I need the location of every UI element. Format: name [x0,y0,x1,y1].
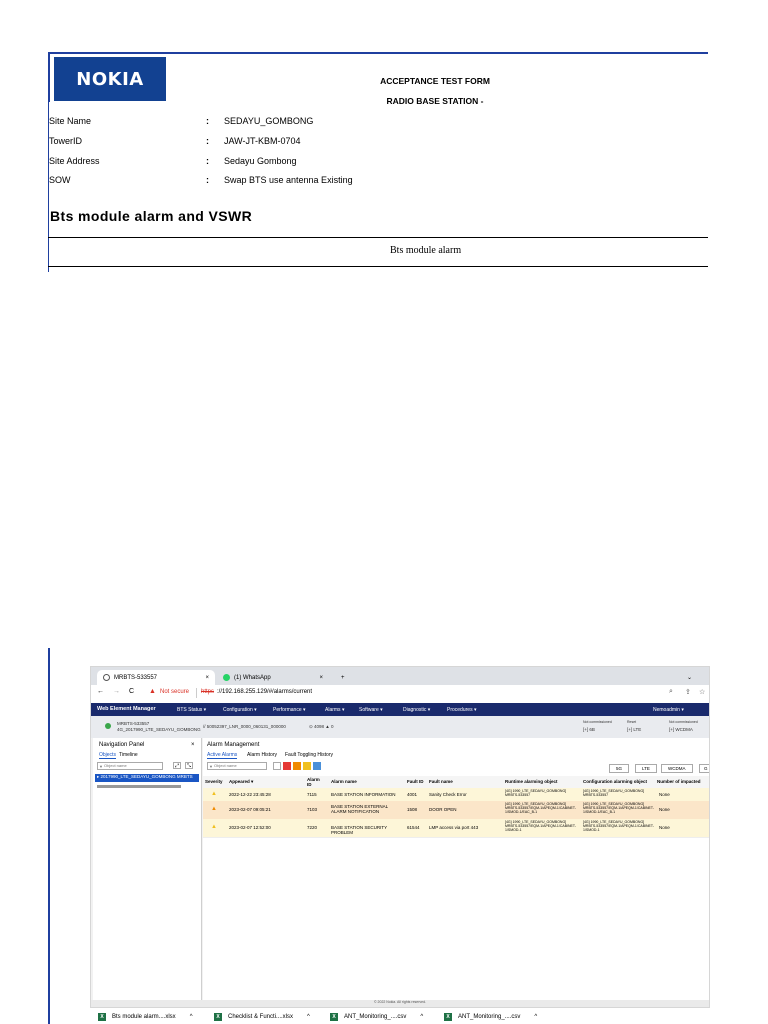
info-colon: : [206,136,209,146]
impacted: None [659,807,670,812]
tech-filter-5g[interactable]: 5G [609,764,629,773]
object-filter-input[interactable] [97,762,163,770]
download-filename: ANT_Monitoring_....csv [344,1014,407,1020]
alarm-id: 7103 [307,807,318,812]
appeared: 2022-12-22 23:45:28 [229,792,271,797]
star-icon[interactable]: ☆ [699,689,706,696]
info-colon: : [206,116,209,126]
tab-timeline[interactable]: Timeline [119,752,138,758]
forward-icon[interactable]: → [113,688,120,695]
download-chevron-icon[interactable]: ^ [189,1014,193,1020]
menu-bts-status[interactable]: BTS Status ▾ [177,707,207,713]
fault-id: 61544 [407,825,420,830]
filter-placeholder: Object name [214,763,237,768]
menu-software[interactable]: Software ▾ [359,707,383,713]
alarm-panel-title: Alarm Management [207,742,260,748]
share-icon[interactable]: ⇪ [685,689,691,696]
info-colon: : [206,175,209,185]
alarm-name: BASE STATION INFORMATION [331,792,396,797]
minor-filter-icon[interactable] [303,762,311,770]
column-header[interactable]: Number of impacted [657,779,701,784]
rat-state-label: Not commissioned [669,720,698,724]
form-title: ACCEPTANCE TEST FORM [380,76,490,86]
fault-name: LMP access via port 443 [429,825,479,830]
column-header[interactable]: Fault name [429,779,453,784]
download-chevron-icon[interactable]: ^ [420,1014,424,1020]
browser-tab[interactable] [217,670,329,685]
menu-diagnostic[interactable]: Diagnostic ▾ [403,707,431,713]
rat-state-value: [+] 6B [583,727,595,732]
alarm-management-panel [203,738,709,1000]
whatsapp-icon [223,674,230,681]
info-label: Site Address [49,156,100,166]
info-label: Site Name [49,116,92,126]
site-id: MRBTS-533557 [117,721,150,726]
column-header[interactable]: Runtime alarming object [505,779,558,784]
fault-name: DOOR OPEN [429,807,457,812]
excel-file-icon: X [98,1013,106,1021]
left-border-bottom [48,648,50,1024]
rat-state-value: [+] LTE [627,727,642,732]
column-header[interactable]: Appeared ▾ [229,779,254,784]
rat-state-value: [+] WCDMA [669,727,693,732]
tab-active-alarms[interactable]: Active Alarms [207,752,238,758]
filter-icon: ▼ [99,764,103,769]
tech-filter-lte[interactable]: LTE [635,764,657,773]
info-value: SEDAYU_GOMBONG [224,116,314,126]
user-menu[interactable]: Nemoadmin ▾ [653,707,684,713]
menu-alarms[interactable]: Alarms ▾ [325,707,345,713]
alarm-screenshot [90,666,710,1008]
critical-filter-icon[interactable] [283,762,291,770]
browser-tab-bar [91,667,709,685]
info-value: JAW-JT-KBM-0704 [224,136,301,146]
column-header[interactable]: Alarm name [331,779,357,784]
not-secure-label: Not secure [160,689,190,695]
copy-icon[interactable] [273,762,281,770]
appeared: 2023-02-07 09:05:21 [229,807,271,812]
wem-menu-bar [91,703,709,716]
column-header[interactable]: Alarm ID [307,777,320,787]
tab-alarm-history[interactable]: Alarm History [247,752,278,758]
info-value: Swap BTS use antenna Existing [224,175,353,185]
expand-icon[interactable]: ⤡ [186,763,191,769]
tab-fault-toggling-history[interactable]: Fault Toggling History [285,752,333,758]
tab-title: (1) WhatsApp [234,674,271,681]
site-path: // 50052397_LNR_0000_060131_000000 [203,724,286,729]
tab-list-icon[interactable]: ⌄ [687,675,693,681]
impacted: None [659,825,670,830]
download-chevron-icon[interactable]: ^ [534,1014,538,1020]
horizontal-scrollbar[interactable] [97,785,181,788]
left-border-middle [48,102,49,272]
back-icon[interactable]: ← [97,688,104,695]
alarm-filter-input[interactable] [207,762,267,770]
panel-close-icon[interactable]: × [191,742,195,748]
config-object: [4G] 1990_LTE_SEDAYU_GOMBONG] MRBTS-533557/EQM-1/APEQM-1/CABINET-1/SMOD-1 [583,820,654,832]
form-subtitle: RADIO BASE STATION - [386,96,484,106]
reload-icon[interactable]: C [129,688,135,695]
zoom-icon[interactable]: ⌕ [669,688,673,695]
navigation-panel [93,738,202,1000]
download-chevron-icon[interactable]: ^ [307,1014,310,1020]
runtime-object: [4G] 1990_LTE_SEDAYU_GOMBONG] MRBTS-533557/EQM-1/APEQM-1/CABINET-1/SMOD-1/EAC_B-1 [505,802,576,814]
url-scheme: https [201,689,215,695]
excel-file-icon: X [214,1013,222,1021]
menu-performance[interactable]: Performance ▾ [273,707,306,713]
info-label: SOW [49,175,71,185]
pin-icon[interactable]: ⤢ [174,763,179,769]
table-top-rule [48,237,708,238]
alarm-id: 7115 [307,792,317,797]
site-name: 4G_2017990_LTE_SEDAYU_GOMBONG [117,727,201,732]
column-header[interactable]: Configuration alarming object [583,779,648,784]
fault-id: 4001 [407,792,418,797]
csv-file-icon: X [330,1013,338,1021]
impacted: None [659,792,670,797]
site-status-bar [91,716,709,738]
config-object: [4G] 1990_LTE_SEDAYU_GOMBONG] MRBTS-533557/EQM-1/APEQM-1/CABINET-1/SMOD-1/EAC_B-1 [583,802,654,814]
tech-filter-g[interactable]: G [699,764,710,773]
table-cell-title: Bts module alarm [390,245,462,256]
top-border [48,52,708,54]
tech-filter-wcdma[interactable]: WCDMA [661,764,693,773]
appeared: 2023-02-07 12:52:00 [229,825,271,830]
browser-tab[interactable] [97,670,215,685]
section-title: Bts module alarm and VSWR [50,208,253,224]
chrome-icon [103,674,110,681]
csv-file-icon: X [444,1013,452,1021]
warning-severity-icon: ▲ [211,824,217,830]
info-colon: : [206,156,209,166]
new-tab-button[interactable]: + [341,674,345,681]
alarm-row[interactable] [203,819,709,838]
alarm-row[interactable] [203,801,709,820]
info-value: Sedayu Gombong [224,156,297,166]
column-header[interactable]: Severity [205,779,223,784]
runtime-object: [4G] 1990_LTE_SEDAYU_GOMBONG] MRBTS-533557/EQM-1/APEQM-1/CABINET-1/SMOD-1 [505,820,576,832]
alarm-name: BASE STATION SECURITY PROBLEM [331,825,388,835]
download-item[interactable] [330,1010,423,1024]
download-item[interactable] [98,1010,193,1024]
download-filename: ANT_Monitoring_....csv [458,1014,521,1020]
alarm-name: BASE STATION EXTERNAL ALARM NOTIFICATION [331,804,388,814]
download-item[interactable] [444,1010,537,1024]
major-filter-icon[interactable] [293,762,301,770]
download-filename: Bts module alarm....xlsx [112,1014,176,1020]
tab-title: MRBTS-533557 [114,674,158,681]
alarm-id: 7220 [307,825,318,830]
table-bottom-rule [48,266,708,267]
download-item[interactable] [214,1010,310,1024]
tab-objects[interactable]: Objects [99,752,116,758]
copyright-footer: © 2022 Nokia. All rights reserved. [91,1000,709,1007]
panel-title: Navigation Panel [99,742,145,748]
warning-filter-icon[interactable] [313,762,321,770]
column-header[interactable]: Fault ID [407,779,424,784]
url-divider [196,688,197,698]
fault-name: Sanity Check Error [429,792,467,797]
rat-state-label: Not commissioned [583,720,612,724]
filter-placeholder: Object name [104,763,127,768]
tab-close-icon[interactable]: × [205,674,209,681]
runtime-object: [4G] 1990_LTE_SEDAYU_GOMBONG] MRBTS-533557 [505,789,567,797]
nokia-logo: NOKIA [54,57,166,101]
wem-title: Web Element Manager [97,706,156,712]
major-severity-icon: ▲ [211,806,217,812]
alarm-row[interactable] [203,788,709,802]
address-bar[interactable] [91,685,709,703]
fault-id: 1508 [407,807,418,812]
url-text: ://192.168.255.129/#/alarms/current [217,689,313,695]
warning-severity-icon: ▲ [211,791,217,797]
config-object: [4G] 1990_LTE_SEDAYU_GOMBONG] MRBTS-533557 [583,789,645,797]
filter-icon: ▼ [209,764,213,769]
tab-close-icon[interactable]: × [319,674,323,681]
menu-procedures[interactable]: Procedures ▾ [447,707,477,713]
left-border-top [48,52,50,102]
info-label: TowerID [49,136,83,146]
menu-configuration[interactable]: Configuration ▾ [223,707,257,713]
site-counters: ⊙ 4098 ▲ 0 [309,724,334,729]
status-dot-icon [105,723,111,729]
rat-state-label: Reset [627,720,637,724]
tree-item[interactable]: ▸ 2017990_LTE_SEDAYU_GOMBONG MRBTS [95,774,199,782]
warning-icon: ▲ [149,688,156,695]
download-filename: Checklist & Functi....xlsx [228,1014,294,1020]
